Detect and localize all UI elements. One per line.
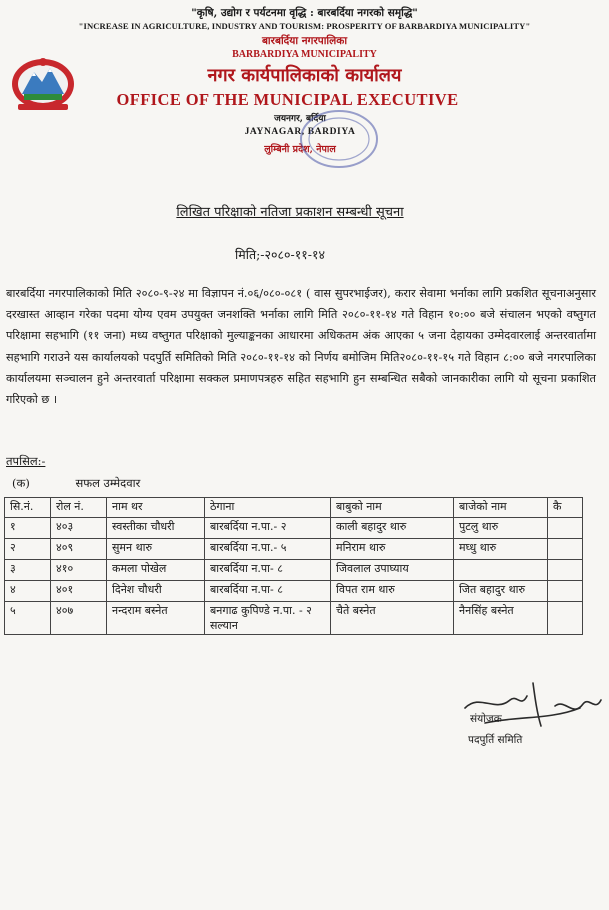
- table-row: [5, 581, 583, 602]
- table-cell: जित बहादुर थारु: [454, 581, 548, 602]
- table-row: [5, 560, 583, 581]
- table-cell: १: [5, 518, 51, 539]
- section-heading: [12, 476, 140, 491]
- table-cell: नन्दराम बस्नेत: [107, 602, 205, 635]
- table-cell: [548, 539, 583, 560]
- table-cell: सुमन थारु: [107, 539, 205, 560]
- table-cell: ५: [5, 602, 51, 635]
- table-row: [5, 539, 583, 560]
- table-cell: विपत राम थारु: [331, 581, 454, 602]
- column-header: रोल नं.: [51, 498, 107, 518]
- table-cell: [548, 602, 583, 635]
- table-cell: ४: [5, 581, 51, 602]
- table-cell: ४१०: [51, 560, 107, 581]
- signatory-title: संयोजक: [470, 713, 502, 725]
- table-cell: बारबर्दिया न.पा- ८: [205, 581, 331, 602]
- table-cell: पुटलु थारु: [454, 518, 548, 539]
- municipality-name-english: BARBARDIYA MUNICIPALITY: [232, 49, 377, 60]
- table-cell: ४०९: [51, 539, 107, 560]
- table-cell: चैते बस्नेत: [331, 602, 454, 635]
- address-nepali: जयनगर, बर्दिया: [274, 114, 326, 124]
- office-stamp-icon: [298, 108, 380, 170]
- table-cell: दिनेश चौधरी: [107, 581, 205, 602]
- column-header: ठेगाना: [205, 498, 331, 518]
- candidates-table: [4, 497, 583, 635]
- office-title-english: OFFICE OF THE MUNICIPAL EXECUTIVE: [116, 90, 459, 109]
- column-header: बाबुको नाम: [331, 498, 454, 518]
- motto-nepali: "कृषि, उद्योग र पर्यटनमा वृद्धि : बारबर्दिया नगरको समृद्धि": [191, 7, 418, 19]
- table-row: [5, 518, 583, 539]
- motto-english: "INCREASE IN AGRICULTURE, INDUSTRY AND TOURISM: PROSPERITY OF BARBARDIYA MUNICIPALITY": [78, 21, 531, 31]
- column-header: नाम थर: [107, 498, 205, 518]
- notice-body: बारबर्दिया नगरपालिकाको मिति २०८०-९-२४ मा विज्ञापन नं.०६/०८०-०८१ ( वास सुपरभाईजर), करार सेवामा भर्नाका लागि प्रकशित सूचनाअनुसार दरखास्त आव्हान गरेका पदमा योग्य एवम उपयुक्त जनशक्ति भर्नाका लागि मिति २०८०-११-१४ गते विहान १०:०० बजे संचालन भएको वष्तुगत परिक्षामा सहभागि (११ जना) मध्य वष्तुगत परिक्षाको मुल्याङ्कनका आधारमा अधिकतम अंक आएका ५ जना देहायका उम्मेदवारलाई अन्तरवार्तामा सहभागि गराउने यस कार्यालयको पदपुर्ति समितिको मिति २०८०-११-१४ को निर्णय बमोजिम मिति२०८०-११-१५ गते विहान ८:०० बजे नगरपालिका कार्यालयमा सञ्चालन हुने अन्तरवार्ता परिक्षामा सक्कल प्रमाणपत्रहरु सहित सहभागि हुन सम्बन्धित सबैको जानकारीका लागि यो सूचना प्रकाशित गरिएको छ ।: [6, 287, 596, 407]
- table-cell: ४०३: [51, 518, 107, 539]
- table-cell: बारबर्दिया न.पा- ८: [205, 560, 331, 581]
- municipality-name-nepali: बारबर्दिया नगरपालिका: [261, 35, 348, 47]
- province-nepali: लुम्बिनी प्रदेश, नेपाल: [264, 144, 336, 155]
- table-cell: [548, 518, 583, 539]
- column-header: बाजेको नाम: [454, 498, 548, 518]
- table-cell: बनगाढ कुपिण्डे न.पा. - २ सल्यान: [205, 602, 331, 635]
- table-cell: [548, 581, 583, 602]
- table-cell: कमला पोखेल: [107, 560, 205, 581]
- table-cell: मघ्धु थारु: [454, 539, 548, 560]
- table-cell: ४०१: [51, 581, 107, 602]
- table-cell: जिवलाल उपाघ्याय: [331, 560, 454, 581]
- table-header-row: [5, 498, 583, 518]
- section-title: सफल उम्मेदवार: [75, 476, 141, 490]
- table-cell: [548, 560, 583, 581]
- signatory-committee: पदपुर्ति समिति: [468, 734, 523, 746]
- table-cell: ३: [5, 560, 51, 581]
- column-header: सि.नं.: [5, 498, 51, 518]
- office-title-nepali: नगर कार्यपालिकाको कार्यालय: [207, 65, 402, 86]
- notice-title: लिखित परिक्षाको नतिजा प्रकाशन सम्बन्धी सूचना: [176, 205, 404, 220]
- details-label: तपसिल:-: [6, 454, 46, 468]
- table-cell: बारबर्दिया न.पा.- ५: [205, 539, 331, 560]
- table-cell: नैनसिंह बस्नेत: [454, 602, 548, 635]
- table-row: [5, 602, 583, 635]
- table-cell: काली बहादुर थारु: [331, 518, 454, 539]
- section-marker: (क): [12, 476, 30, 490]
- table-cell: स्वस्तीका चौधरी: [107, 518, 205, 539]
- notice-date: मिति;-२०८०-११-१४: [235, 247, 325, 262]
- table-cell: मनिराम थारु: [331, 539, 454, 560]
- column-header: कै: [548, 498, 583, 518]
- table-cell: ४०७: [51, 602, 107, 635]
- table-cell: [454, 560, 548, 581]
- table-cell: बारबर्दिया न.पा.- २: [205, 518, 331, 539]
- address-english: JAYNAGAR, BARDIYA: [244, 127, 356, 137]
- table-cell: २: [5, 539, 51, 560]
